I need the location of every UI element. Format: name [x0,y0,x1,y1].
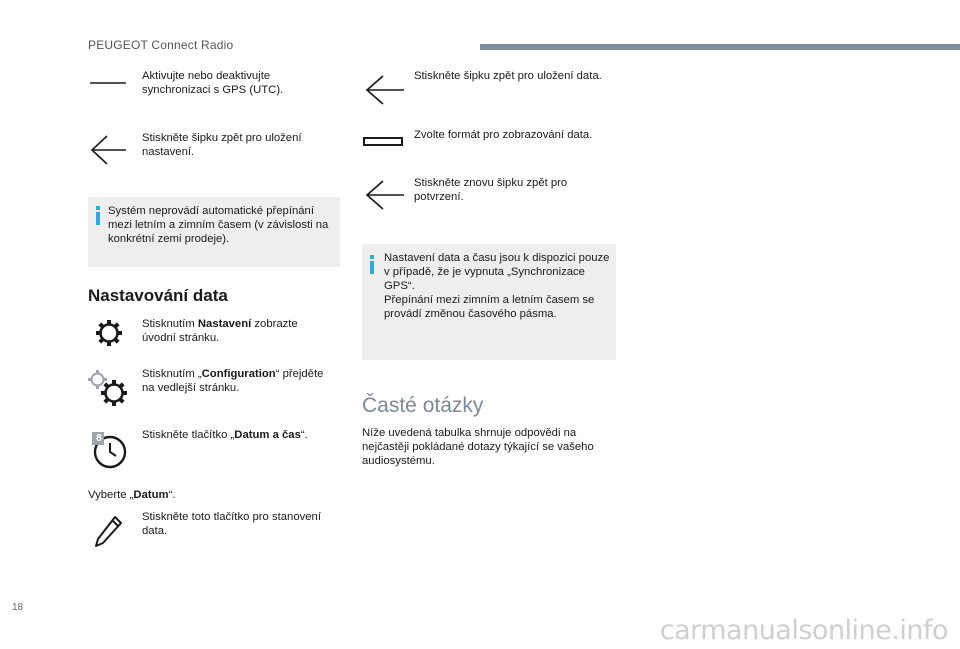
select-date-text: Vyberte „Datum“. [88,489,176,501]
double-gear-icon [86,368,130,408]
gear-icon [94,318,124,348]
header-title: PEUGEOT Connect Radio [88,38,234,52]
back-save-data-text: Stiskněte šipku zpět pro uložení data. [414,70,602,82]
back-arrow-icon [362,177,406,213]
faq-text: Níže uvedená tabulka shrnuje odpovědi na nejčastěji pokládané dotazy týkající se vašeho audiosystému. [362,427,594,467]
configuration-text: Stisknutím „Configuration“ přejděte na vedlejší stránku. [142,368,324,394]
header-bar [480,44,960,50]
info-box-datetime [362,244,616,360]
back-arrow-icon [362,72,406,108]
info-dst-text: Systém neprovádí automatické přepínání mezi letním a zimním časem (v závislosti na konkrétní zemi prodeje). [108,205,329,245]
edit-date-text: Stiskněte toto tlačítko pro stanovení data. [142,511,321,537]
clock-badge-number: 8 [96,433,102,444]
toggle-line-icon [88,78,128,88]
watermark: carmanualsonline.info [659,615,948,646]
info-datetime-text: Nastavení data a času jsou k dispozici pouze v případě, že je vypnuta „Synchronizace GPS“. Přepínání mezi zimním a letním časem se provádí změnou časového pásma. [384,252,610,320]
back-save-settings-text: Stiskněte šipku zpět pro uložení nastavení. [142,132,302,158]
date-format-text: Zvolte formát pro zobrazování data. [414,129,593,141]
page-number: 18 [12,602,24,613]
settings-text: Stisknutím Nastavení zobrazte úvodní stránku. [142,318,298,344]
clock-icon [88,428,130,470]
section-title-date: Nastavování data [88,286,228,305]
format-box-icon [363,137,403,146]
back-arrow-icon [88,132,128,168]
back-confirm-text: Stiskněte znovu šipku zpět pro potvrzení. [414,177,568,203]
faq-title: Časté otázky [362,394,484,417]
info-box-dst [88,197,340,267]
datetime-button-text: Stiskněte tlačítko „Datum a čas“. [142,429,308,441]
gps-sync-text: Aktivujte nebo deaktivujte synchronizaci s GPS (UTC). [142,70,284,96]
pencil-icon [92,514,124,550]
